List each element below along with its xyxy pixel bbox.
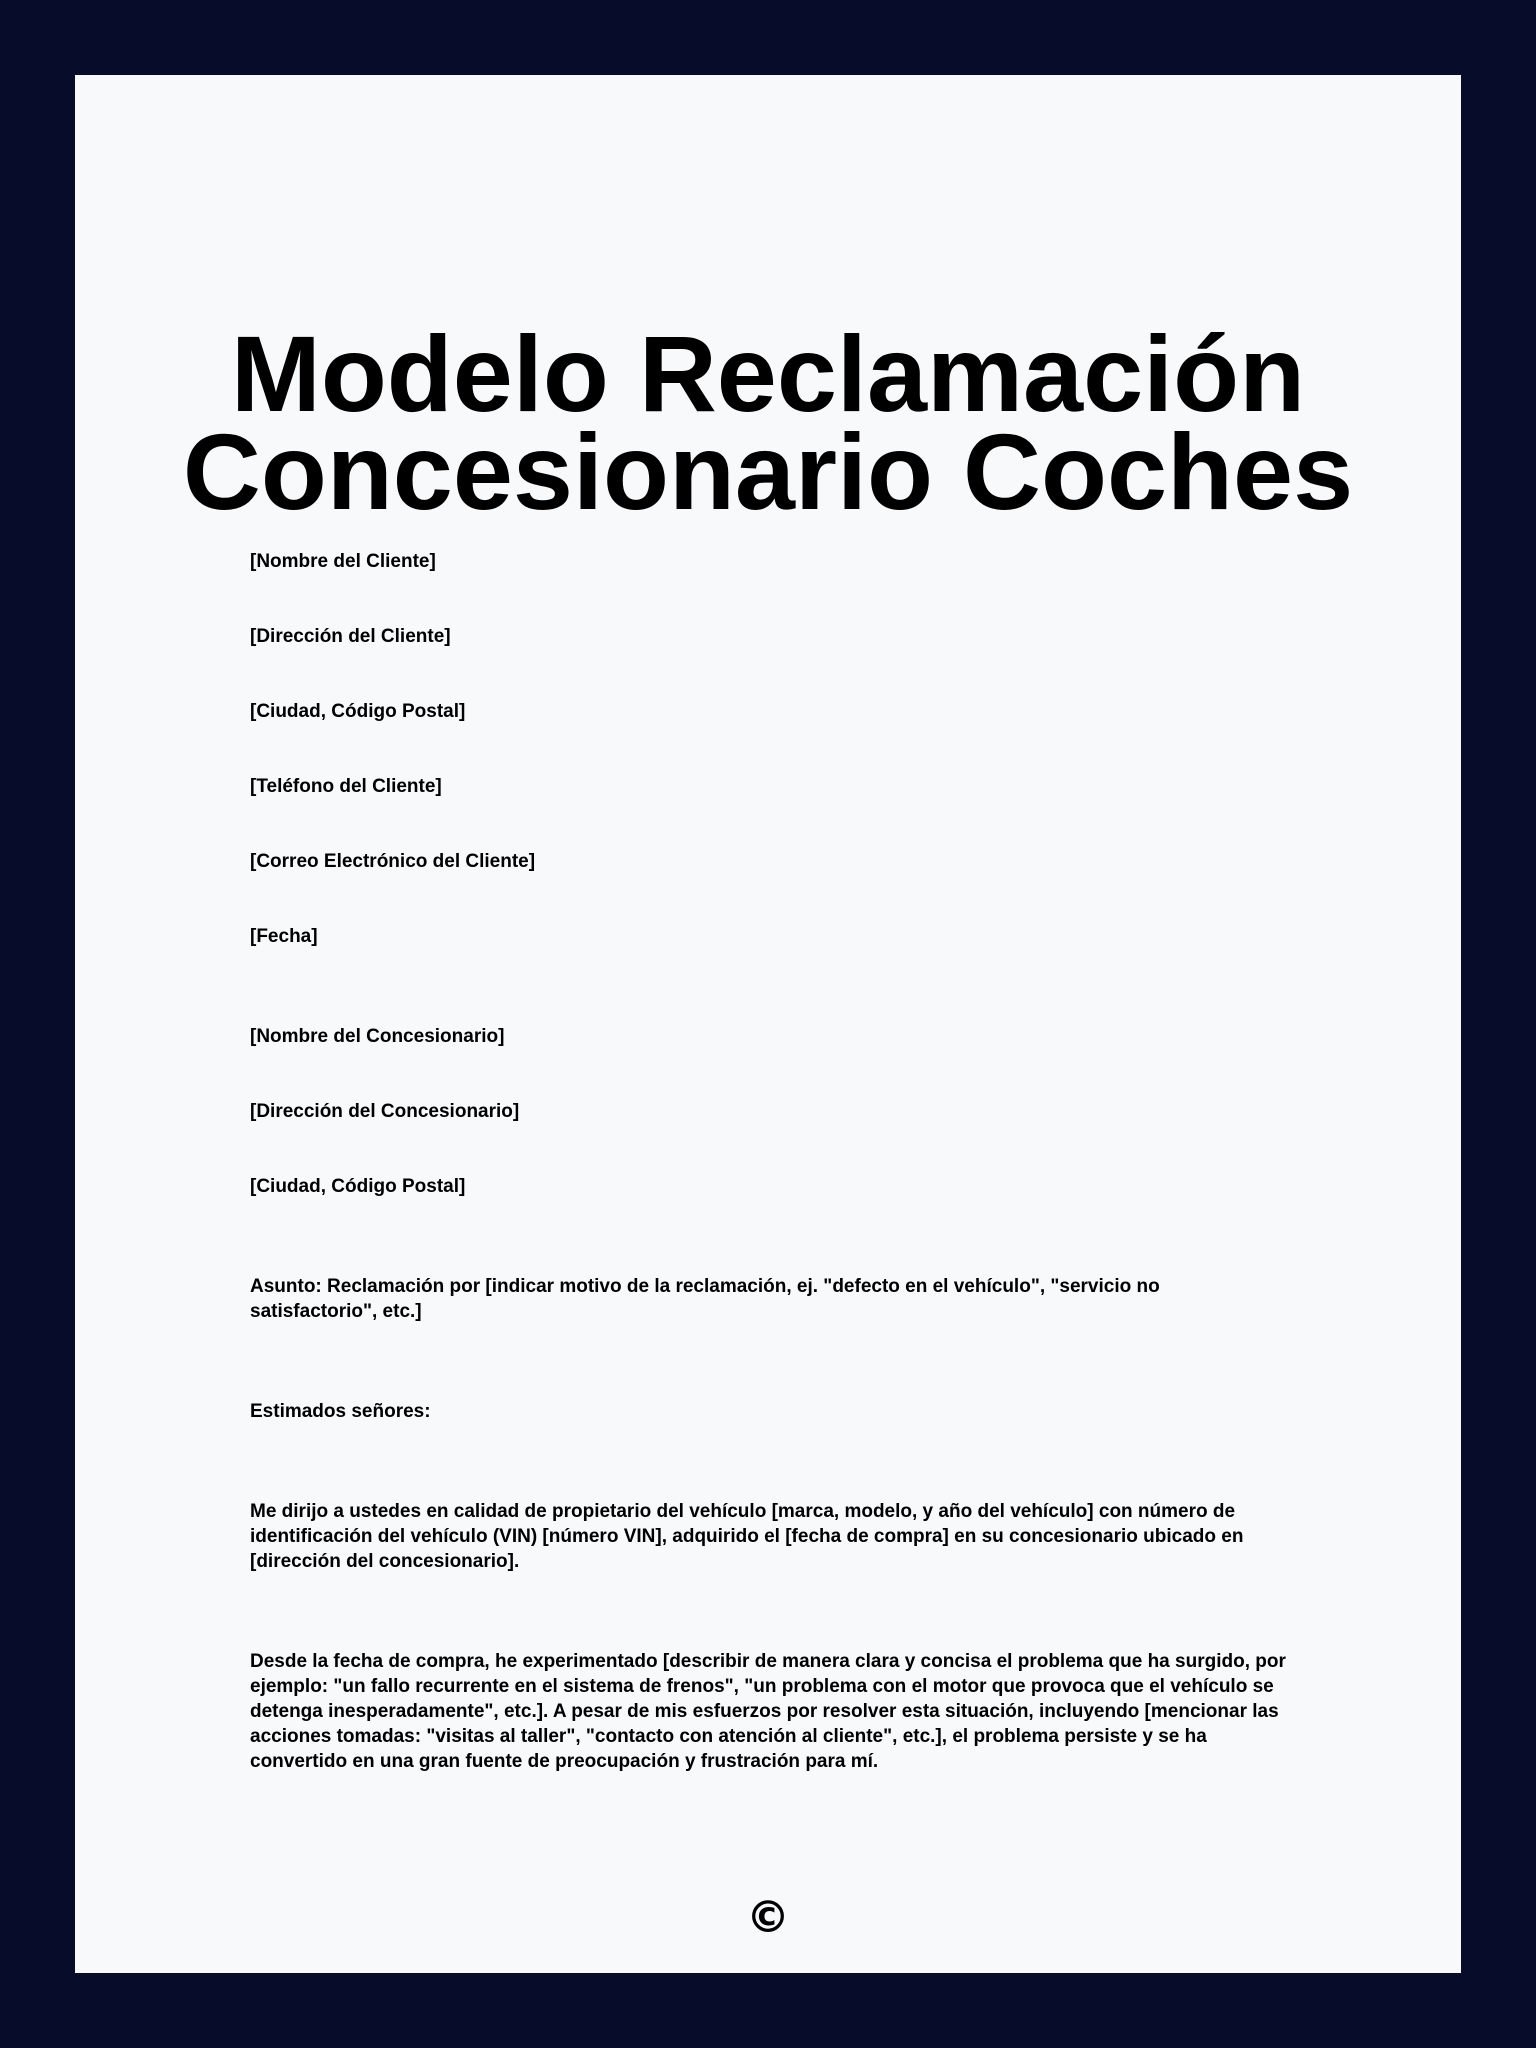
sender-city-postal: [Ciudad, Código Postal] xyxy=(250,701,466,722)
letter-paragraph-2: Desde la fecha de compra, he experimentado [describir de manera clara y concisa el problema que ha surgido, por ejemplo: "un fallo recurrente en el sistema de frenos", "un problema con el motor que provoca que el vehículo se detenga inesperadamente", etc.]. A pesar de mis esfuerzos por resolver esta situación, incluyendo [mencionar las acciones tomadas: "visitas al taller", "contacto con atención al cliente", etc.], el problema persiste y se ha convertido en una gran fuente de preocupación y frustración para mí. xyxy=(250,1651,1286,1772)
title-line-1: Modelo Reclamación xyxy=(230,313,1306,434)
recipient-name: [Nombre del Concesionario] xyxy=(250,1026,505,1047)
letter-greeting: Estimados señores: xyxy=(250,1401,431,1422)
sender-email: [Correo Electrónico del Cliente] xyxy=(250,851,536,872)
document-page xyxy=(75,75,1461,1973)
sender-address: [Dirección del Cliente] xyxy=(250,626,451,647)
letter-paragraph-1: Me dirijo a ustedes en calidad de propietario del vehículo [marca, modelo, y año del vehículo] con número de identificación del vehículo (VIN) [número VIN], adquirido el [fecha de compra] en su concesionario ubicado en [dirección del concesionario]. xyxy=(250,1501,1244,1572)
letter-subject: Asunto: Reclamación por [indicar motivo de la reclamación, ej. "defecto en el vehículo", "servicio no satisfactorio", etc.] xyxy=(250,1276,1160,1322)
sender-name: [Nombre del Cliente] xyxy=(250,551,436,572)
copyright-icon: © xyxy=(746,1892,790,1943)
recipient-city-postal: [Ciudad, Código Postal] xyxy=(250,1176,466,1197)
title-line-2: Concesionario Coches xyxy=(182,411,1354,532)
recipient-address: [Dirección del Concesionario] xyxy=(250,1101,520,1122)
sender-phone: [Teléfono del Cliente] xyxy=(250,776,442,797)
letter-date: [Fecha] xyxy=(250,926,318,947)
page-title xyxy=(75,313,1461,532)
